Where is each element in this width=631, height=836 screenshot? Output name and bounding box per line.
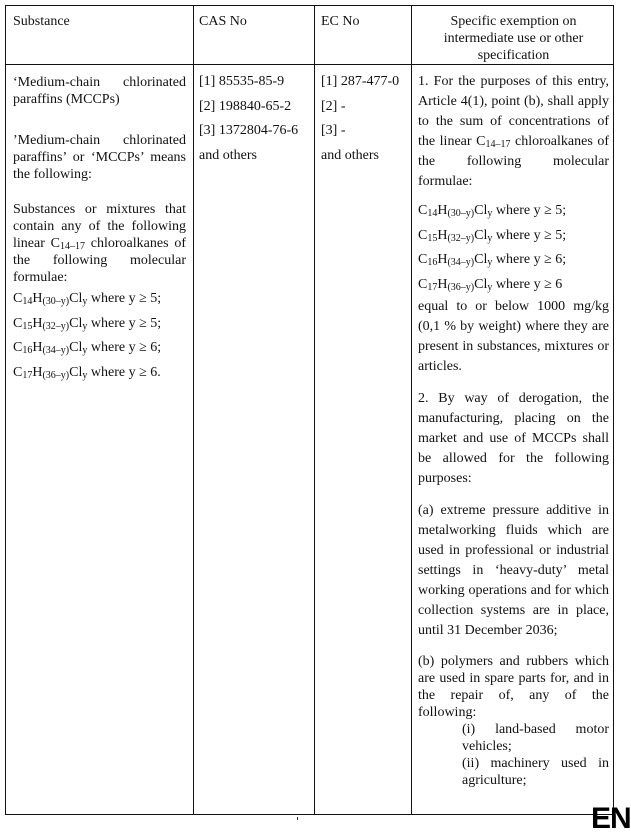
column-divider (193, 6, 194, 814)
formula-line: $C_{15}H_{(32-y)}Cl_y$ where y ≥ 5; (13, 315, 162, 332)
language-badge: EN (591, 802, 631, 835)
ec-number: [1] 287-477-0 (321, 74, 400, 89)
formula-line: $C_{14}H_{(30-y)}Cl_y$ where y ≥ 5; (13, 291, 162, 307)
substance-cell (13, 74, 186, 385)
page-mark (297, 817, 298, 820)
formula-line: $C_{17}H_{(36-y)}Cl_y$ where y ≥ 6. (13, 364, 161, 381)
formula-line: $C_{17}H_{(36-y)}Cl_y$ where y ≥ 6 (418, 276, 563, 293)
exemption-point-b-i: (i) land-based motor vehicles; (462, 722, 609, 754)
cas-number: and others (199, 147, 257, 163)
substance-name: ‘Medium-chain chlorinated paraffins (MCCPs) (13, 75, 186, 107)
exemption-concentration-limit: equal to or below 1000 mg/kg (0,1 % by weight) where they are present in substances, mixtures or articles. (418, 299, 609, 374)
formula-line: $C_{16}H_{(34-y)}Cl_y$ where y ≥ 6; (13, 340, 162, 356)
substance-mixtures: Substances or mixtures that contain any of the following linear $C_{14-17}$ chloroalkanes of the following molecular formulae: (13, 202, 186, 285)
cas-number-cell (199, 70, 309, 168)
header-ec-no: EC No (321, 14, 360, 29)
cas-number: [1] 85535-85-9 (199, 74, 285, 89)
header-specific-exemption: Specific exemption on intermediate use or other specification (443, 14, 584, 63)
exemption-point-b: (b) polymers and rubbers which are used in spare parts for, and in the repair of, any of the following: (418, 654, 609, 720)
exemption-point-b-ii: (ii) machinery used in agriculture; (462, 756, 609, 788)
exemption-paragraph-1: 1. For the purposes of this entry, Article 4(1), point (b), shall apply to the sum of concentrations of the linear $C_{14-17}$ chloroalkanes of the following molecular formulae: (418, 74, 609, 189)
formula-line: $C_{15}H_{(32-y)}Cl_y$ where y ≥ 5; (418, 227, 567, 244)
ec-number: [2] - (321, 98, 346, 114)
header-cas-no: CAS No (199, 14, 247, 29)
ec-number-cell (321, 70, 411, 168)
header-substance: Substance (13, 14, 70, 29)
formula-line: $C_{16}H_{(34-y)}Cl_y$ where y ≥ 6; (418, 252, 567, 268)
cas-number: [3] 1372804-76-6 (199, 123, 299, 138)
formula-line: $C_{14}H_{(30-y)}Cl_y$ where y ≥ 5; (418, 203, 567, 219)
column-divider (314, 6, 315, 814)
exemption-point-a: (a) extreme pressure additive in metalworking fluids which are used in professional or industrial settings in ‘heavy-duty’ metal working operations and for which collection systems are in place, until 31 December 2036; (418, 503, 609, 638)
exemption-paragraph-2: 2. By way of derogation, the manufacturing, placing on the market and use of MCCPs shall be allowed for the following purposes: (418, 391, 609, 486)
column-divider (411, 6, 412, 814)
ec-number: and others (321, 147, 379, 163)
restriction-table (5, 5, 614, 815)
ec-number: [3] - (321, 123, 346, 138)
header-divider (6, 64, 613, 65)
cas-number: [2] 198840-65-2 (199, 98, 292, 114)
exemption-cell (418, 72, 609, 789)
substance-definition: ’Medium-chain chlorinated paraffins’ or ‘MCCPs’ means the following: (13, 133, 186, 182)
